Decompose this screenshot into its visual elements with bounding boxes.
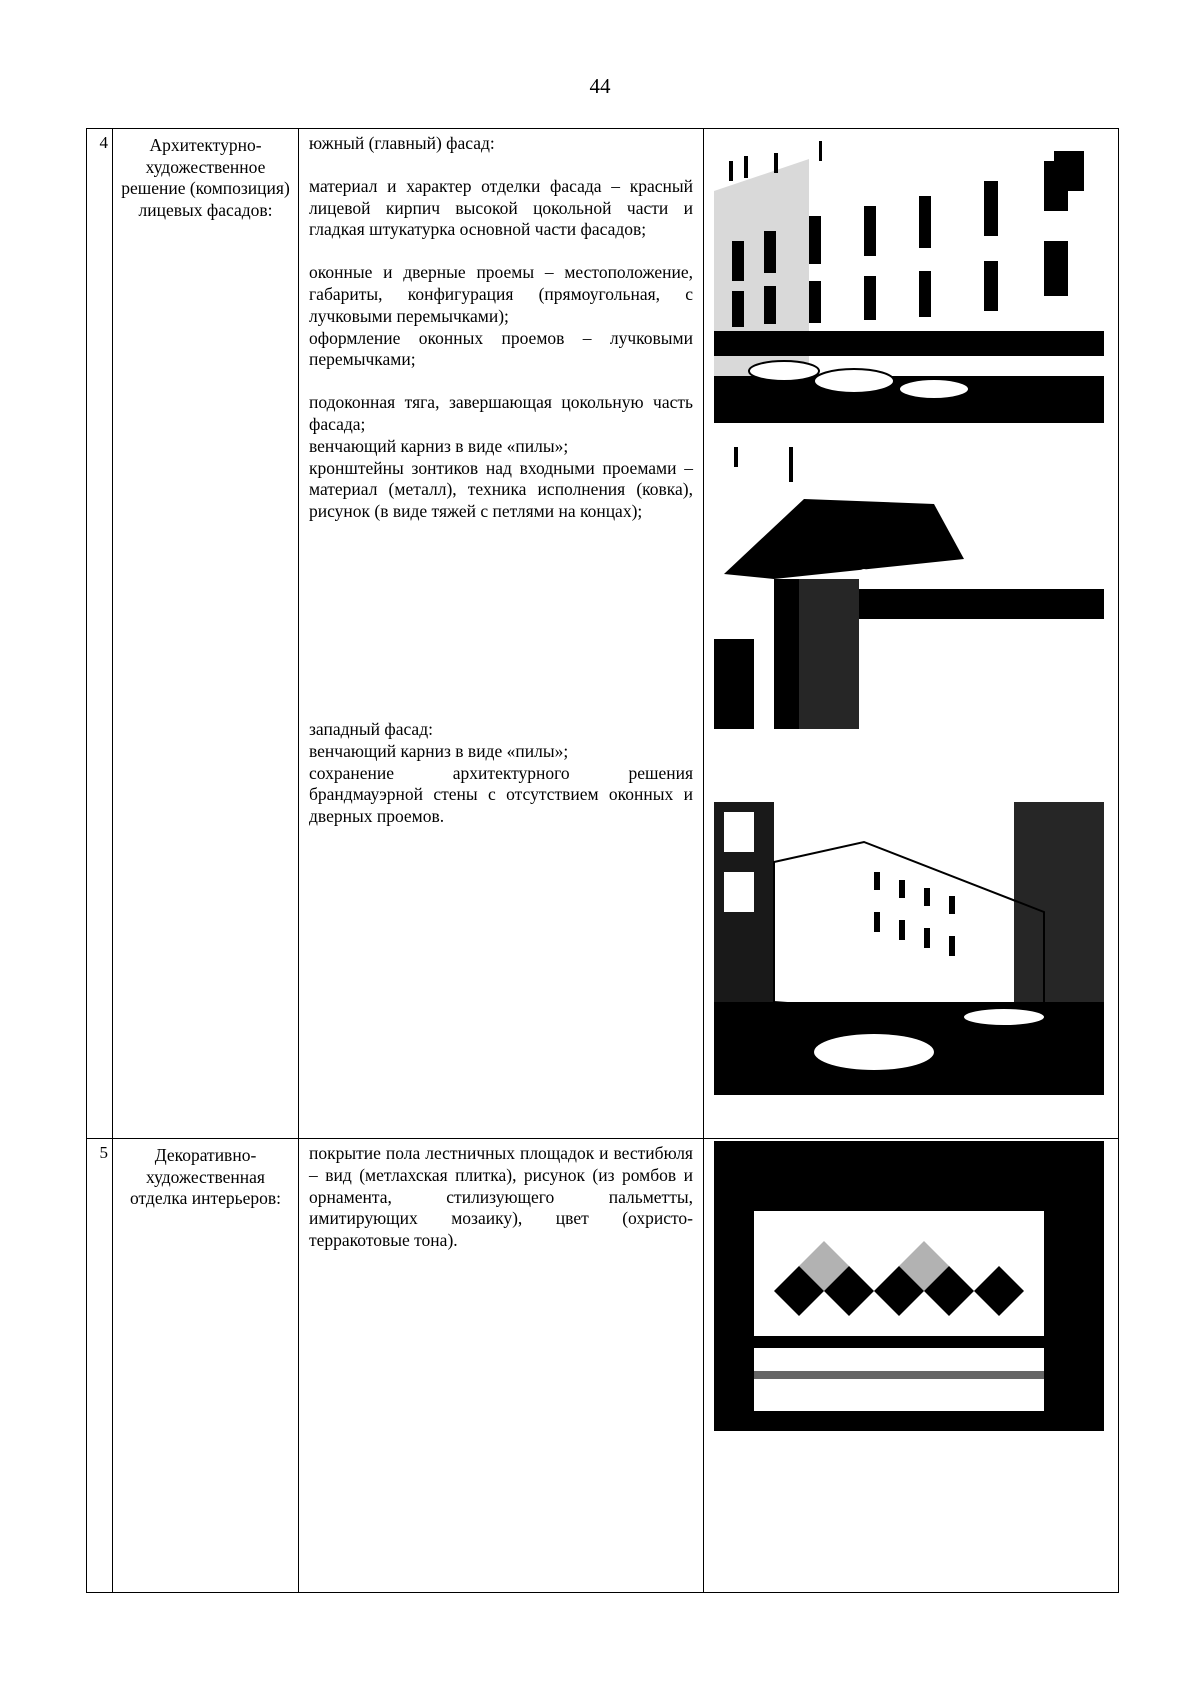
description-text: западный фасад: [309,718,433,739]
row-title: Декоративно-художественная отделка интерьеров: [113,1139,299,1593]
row-number: 5 [87,1139,113,1593]
table-row [87,1139,1119,1593]
row-number: 4 [87,129,113,1139]
south-facade-photo [714,131,1104,423]
floor-tile-photo [714,1141,1104,1431]
row-description [299,1139,704,1593]
description-text: покрытие пола лестничных площадок и вестибюля – вид (метлахская плитка), рисунок (из ромбов и орнамента, стилизующего пальметты, имитирующих мозаику), цвет (охристо-терракотовые тона). [309,1143,693,1251]
description-text: оформление оконных проемов – лучковыми перемычками; [309,327,693,370]
west-facade-photo [714,802,1104,1095]
row-title: Архитектурно-художественное решение (композиция) лицевых фасадов: [113,129,299,1139]
protection-subject-table [86,128,1119,1593]
description-text: подоконная тяга, завершающая цокольную часть фасада; [309,392,693,434]
page-number: 44 [589,74,611,98]
description-text: венчающий карниз в виде «пилы»; [309,740,569,761]
description-text: материал и характер отделки фасада – красный лицевой кирпич высокой цокольной части и гладкая штукатурка основной части фасадов; [309,175,693,240]
table-row [87,129,1119,1139]
row-photos [704,1139,1119,1593]
description-text: оконные и дверные проемы – местоположение, габариты, конфигурация (прямоугольная, с лучковыми перемычками); [309,262,693,326]
description-text: венчающий карниз в виде «пилы»; [309,435,569,456]
description-text: южный (главный) фасад: [309,133,495,153]
row-photos [704,129,1119,1139]
description-text: кронштейны зонтиков над входными проемами – материал (металл), техника исполнения (ковка), рисунок (в виде тяжей с петлями на концах); [309,457,693,522]
description-text: сохранение архитектурного решения брандмауэрной стены с отсутствием оконных и дверных проемов. [309,762,693,827]
entrance-canopy-photo [714,439,1104,729]
row-description [299,129,704,1139]
